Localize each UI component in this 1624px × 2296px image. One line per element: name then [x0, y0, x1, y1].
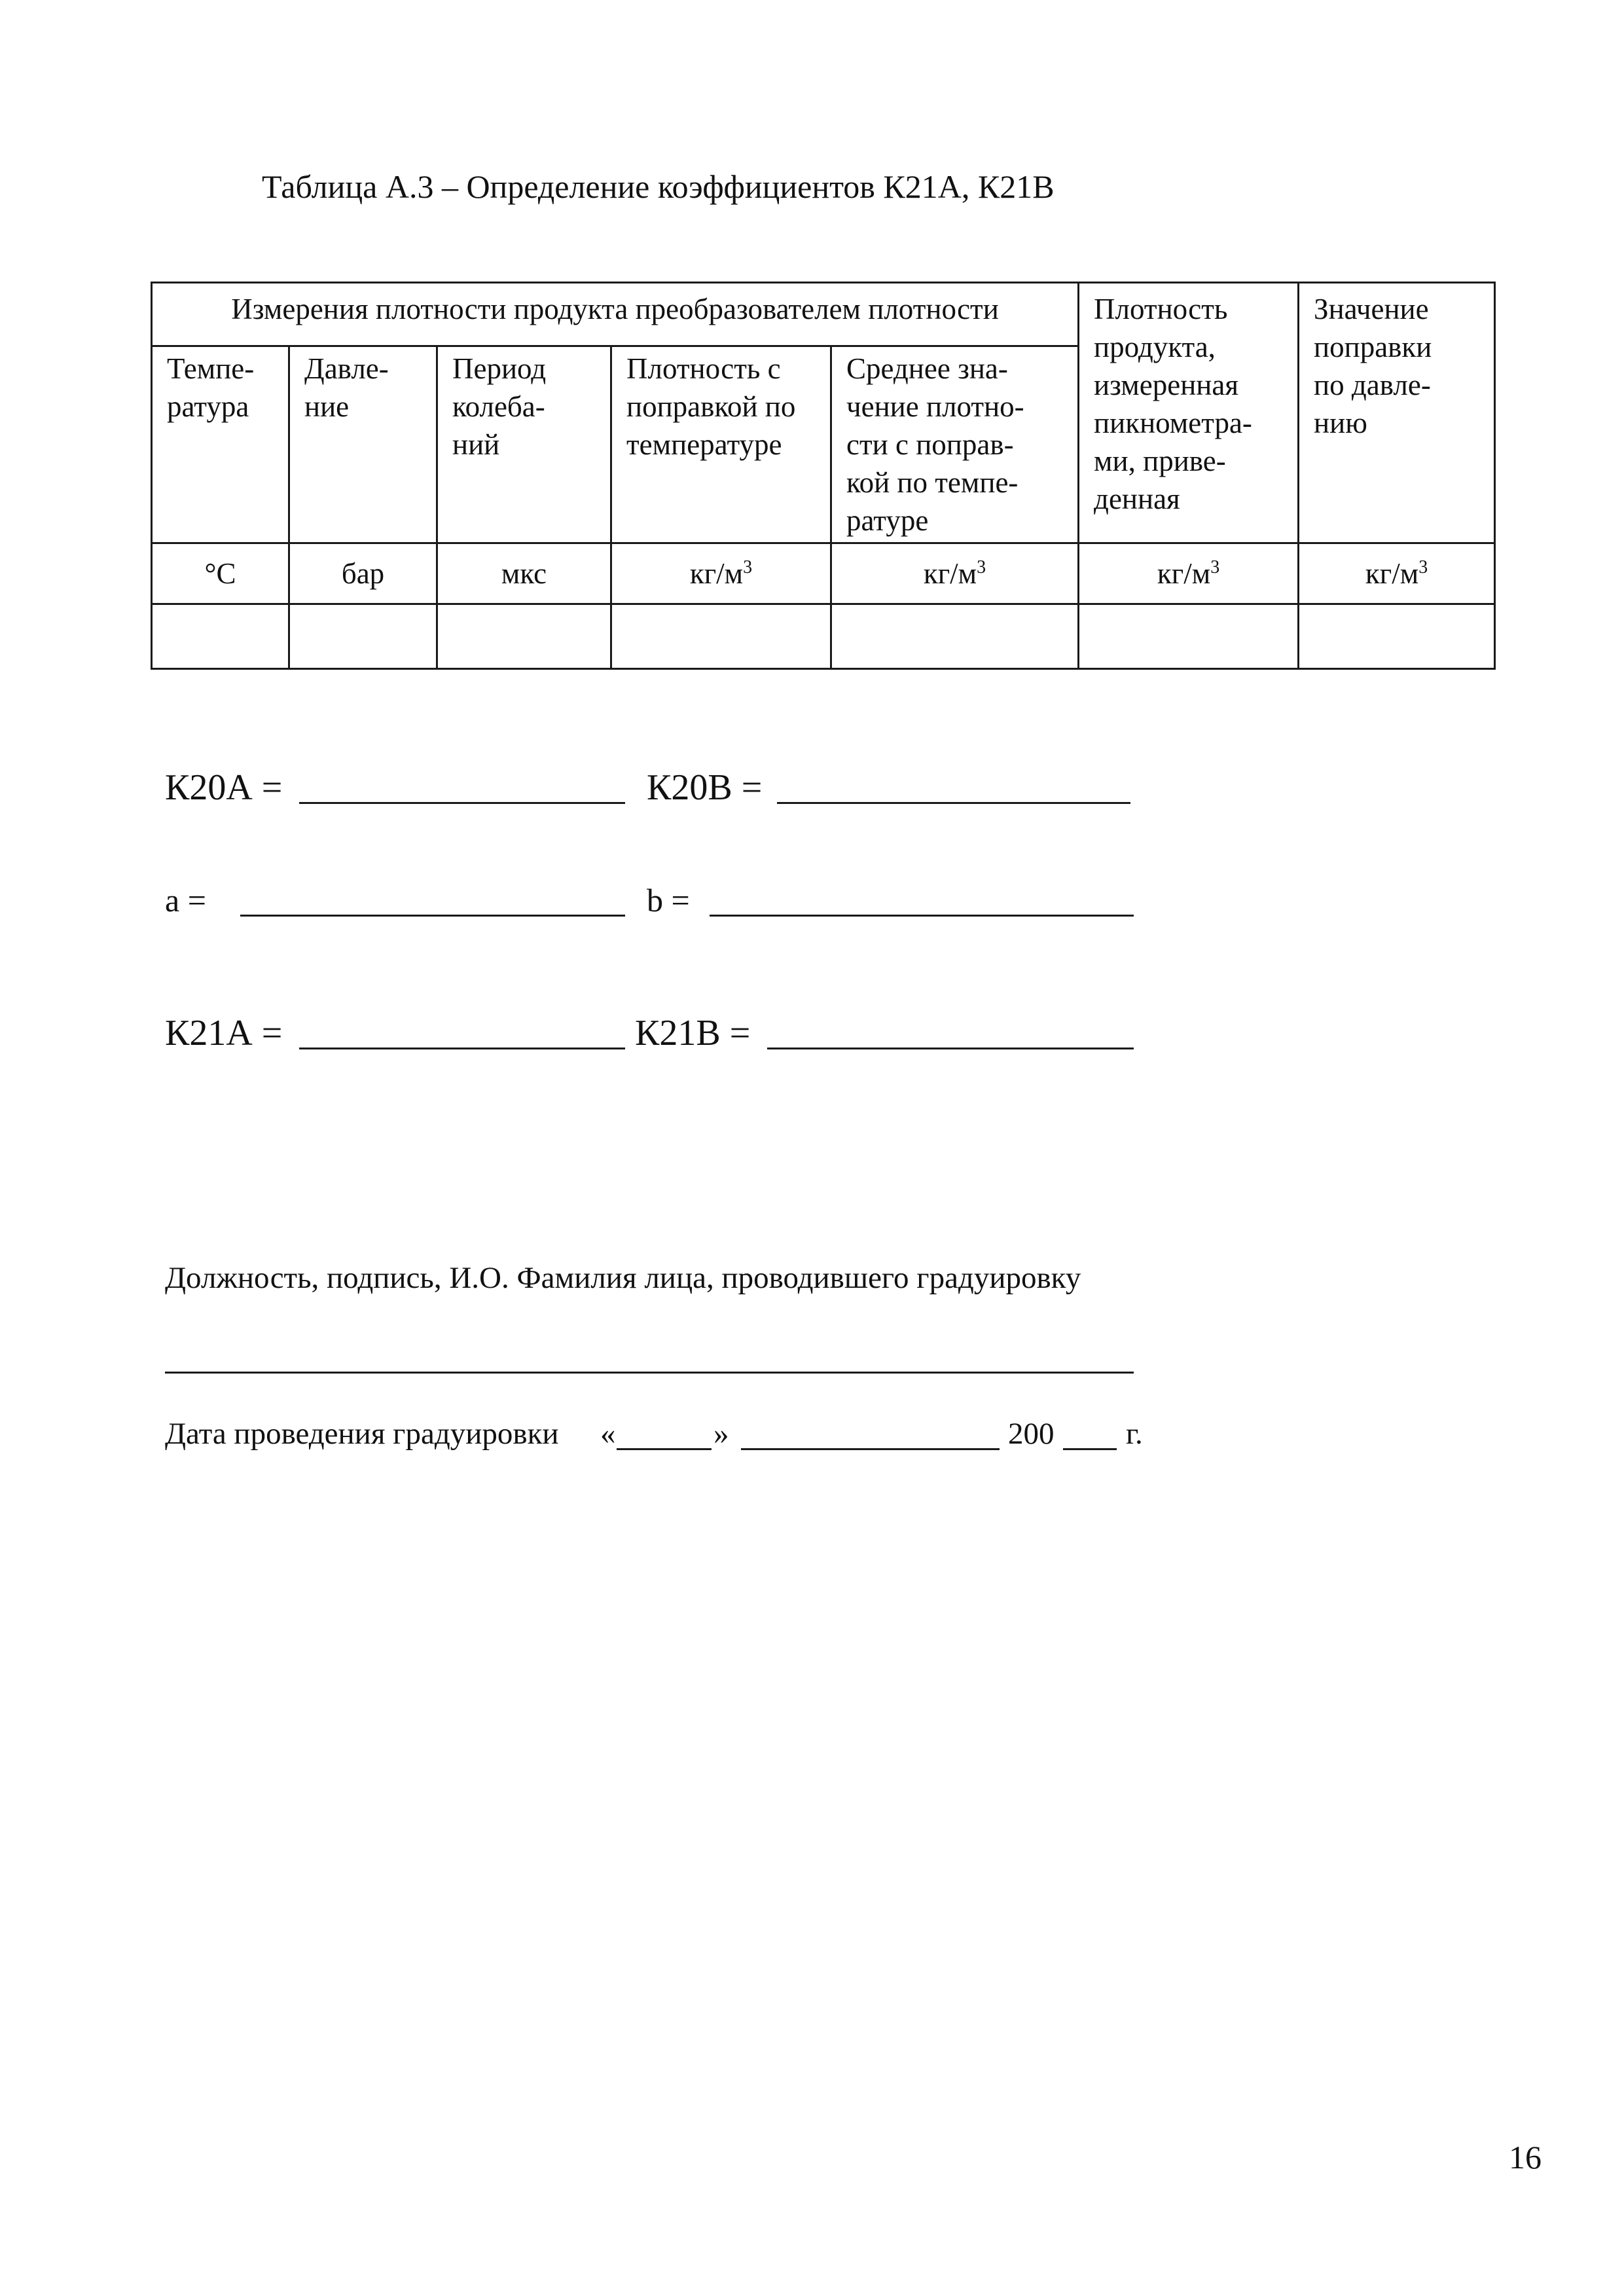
unit-bar: бар: [289, 543, 437, 604]
k20a-label: К20А =: [165, 767, 283, 808]
header-mean-corrected-density-text: Среднее зна- чение плотно- сти с поправ- кой по темпе- ратуре: [846, 352, 1024, 537]
unit-microseconds: мкс: [437, 543, 611, 604]
unit-density-3-text: кг/м: [1157, 557, 1211, 590]
date-day-blank[interactable]: [617, 1448, 712, 1450]
header-pressure-text: Давле- ние: [304, 352, 389, 423]
date-year-prefix: 200: [1008, 1417, 1055, 1451]
signature-line[interactable]: [165, 1372, 1134, 1374]
empty-cell-temperature[interactable]: [152, 604, 289, 669]
coefficients-table: [151, 282, 1496, 670]
empty-cell-pressure-correction[interactable]: [1299, 604, 1495, 669]
header-temperature: [152, 346, 289, 543]
k21b-label: К21В =: [635, 1013, 751, 1053]
unit-density-2: [831, 543, 1079, 604]
header-oscillation-period: [437, 346, 611, 543]
date-year-suffix: г.: [1126, 1417, 1143, 1451]
unit-exponent: 3: [1418, 557, 1428, 577]
b-label: b =: [647, 882, 690, 919]
empty-cell-temp-corrected-density[interactable]: [611, 604, 831, 669]
header-pycnometer-density: [1079, 283, 1299, 543]
k20a-blank[interactable]: [299, 802, 625, 804]
page-title: Таблица А.3 – Определение коэффициентов К21А, К21В: [262, 168, 1055, 205]
header-pycnometer-density-text: Плотность продукта, измеренная пикнометра- ми, приве- денная: [1094, 293, 1252, 515]
formula-row-ab: [165, 877, 1199, 923]
unit-density-1: [611, 543, 831, 604]
unit-celsius: °С: [152, 543, 289, 604]
table-row-empty: [152, 604, 1495, 669]
units-row: [152, 543, 1495, 604]
header-temperature-text: Темпе- ратура: [167, 352, 255, 423]
unit-density-3: [1079, 543, 1299, 604]
page-number: 16: [1509, 2139, 1542, 2176]
group-header-density-measurement: Измерения плотности продукта преобразователем плотности: [152, 283, 1079, 346]
a-label: а =: [165, 882, 206, 919]
date-label: Дата проведения градуировки: [165, 1417, 559, 1451]
date-row: [165, 1414, 1212, 1453]
unit-exponent: 3: [743, 557, 753, 577]
k21a-label: К21А =: [165, 1013, 283, 1053]
empty-cell-pressure[interactable]: [289, 604, 437, 669]
date-year-blank[interactable]: [1063, 1448, 1117, 1450]
unit-density-4-text: кг/м: [1365, 557, 1419, 590]
header-temp-corrected-density: [611, 346, 831, 543]
k21a-blank[interactable]: [299, 1048, 625, 1049]
a-blank[interactable]: [240, 915, 625, 917]
header-pressure: [289, 346, 437, 543]
formula-row-k20: [165, 765, 1199, 811]
formula-row-k21: [165, 1010, 1199, 1056]
empty-cell-mean-density[interactable]: [831, 604, 1079, 669]
unit-exponent: 3: [977, 557, 986, 577]
header-temp-corrected-density-text: Плотность с поправкой по температуре: [626, 352, 796, 461]
header-mean-corrected-density: [831, 346, 1079, 543]
table-header-row: [152, 283, 1495, 346]
header-pressure-correction: [1299, 283, 1495, 543]
empty-cell-pycnometer-density[interactable]: [1079, 604, 1299, 669]
k21b-blank[interactable]: [767, 1048, 1134, 1049]
header-pressure-correction-text: Значение поправки по давле- нию: [1314, 293, 1432, 439]
k20b-blank[interactable]: [777, 802, 1130, 804]
unit-exponent: 3: [1210, 557, 1220, 577]
date-close-quote: »: [713, 1417, 729, 1451]
unit-density-2-text: кг/м: [923, 557, 977, 590]
signature-caption: Должность, подпись, И.О. Фамилия лица, проводившего градуировку: [165, 1261, 1081, 1295]
k20b-label: К20В =: [647, 767, 763, 808]
unit-density-4: [1299, 543, 1495, 604]
date-open-quote: «: [600, 1417, 616, 1451]
date-month-blank[interactable]: [741, 1448, 1000, 1450]
empty-cell-period[interactable]: [437, 604, 611, 669]
header-oscillation-period-text: Период колеба- ний: [452, 352, 547, 461]
b-blank[interactable]: [710, 915, 1134, 917]
unit-density-1-text: кг/м: [689, 557, 744, 590]
